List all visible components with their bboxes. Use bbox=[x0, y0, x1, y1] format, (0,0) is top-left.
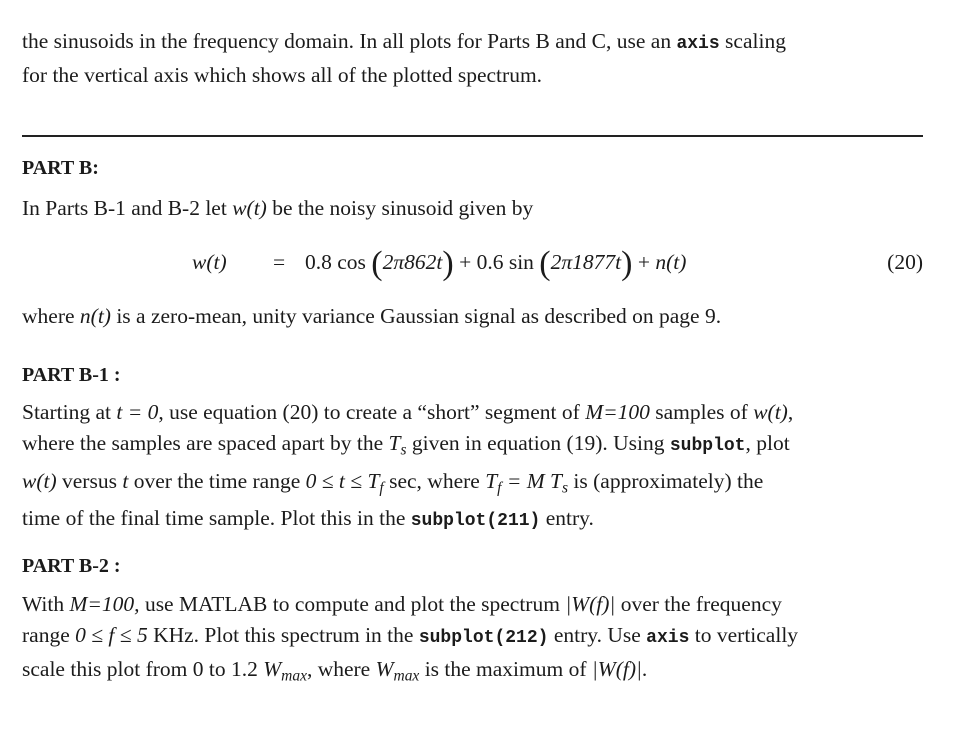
equation-arg-2: 2π1877t bbox=[550, 250, 622, 274]
b1-t-zero: t = 0 bbox=[116, 400, 159, 424]
b2-axis-command: axis bbox=[646, 628, 690, 648]
b1-text: time of the final time sample. Plot this in the bbox=[22, 506, 406, 531]
b2-text: to vertically bbox=[694, 623, 799, 647]
equation-equals: = bbox=[273, 250, 286, 274]
b1-text: , bbox=[787, 400, 794, 424]
b1-text: is (approximately) the bbox=[573, 468, 764, 493]
b1-ts-sub: s bbox=[400, 441, 407, 459]
b1-text: , plot bbox=[745, 431, 790, 455]
part-b2-line-2 bbox=[22, 620, 923, 654]
part-b-noise-description bbox=[22, 301, 721, 332]
b1-range-sub: f bbox=[379, 479, 384, 497]
intro-text-1-end: scaling bbox=[725, 29, 786, 53]
b1-w-of-t: w(t) bbox=[753, 400, 788, 424]
b1-text: samples of bbox=[655, 400, 748, 424]
b1-text: Starting at bbox=[22, 400, 111, 424]
b1-tf-eq: = M T bbox=[506, 468, 562, 493]
part-b2-line-3 bbox=[22, 654, 923, 692]
b2-text: , where bbox=[306, 657, 371, 681]
b1-w-of-t: w(t) bbox=[22, 468, 57, 493]
part-b1-line-1 bbox=[22, 397, 923, 428]
subplot-212-command: subplot(212) bbox=[418, 628, 549, 648]
part-b1-line-4 bbox=[22, 503, 923, 537]
equation-term-cos: 0.8 cos bbox=[305, 250, 366, 274]
b2-text: With bbox=[22, 592, 65, 616]
b2-text: KHz. Plot this spectrum in the bbox=[153, 623, 414, 647]
part-b-text-a: In Parts B-1 and B-2 let bbox=[22, 196, 227, 220]
b1-text: entry. bbox=[545, 506, 594, 531]
intro-line-2: for the vertical axis which shows all of the plotted spectrum. bbox=[22, 63, 543, 87]
after-text-b: is a zero-mean, unity variance Gaussian signal as described on page 9. bbox=[116, 304, 722, 328]
b1-text: over the time range bbox=[133, 468, 301, 493]
b2-range: 0 ≤ f ≤ 5 bbox=[75, 623, 148, 647]
equation-number: (20) bbox=[887, 250, 923, 274]
w-of-t: w(t) bbox=[232, 196, 267, 220]
horizontal-rule bbox=[22, 135, 923, 137]
equation-plus: + bbox=[637, 250, 650, 274]
subplot-211-command: subplot(211) bbox=[410, 511, 541, 532]
part-b2-paragraph bbox=[22, 589, 923, 692]
b2-m-value: M=100, bbox=[69, 592, 140, 616]
b2-text: entry. Use bbox=[553, 623, 641, 647]
b2-wmax-sub: max bbox=[393, 667, 420, 685]
part-b-intro bbox=[22, 193, 533, 224]
axis-command: axis bbox=[676, 34, 720, 54]
subplot-command: subplot bbox=[669, 436, 746, 456]
equation-noise: n(t) bbox=[655, 250, 687, 274]
b2-wmax: W bbox=[375, 657, 394, 681]
part-b1-heading: PART B-1 : bbox=[22, 364, 121, 386]
intro-line-1 bbox=[22, 26, 923, 60]
b2-text: over the frequency bbox=[620, 592, 782, 616]
after-text-a: where bbox=[22, 304, 75, 328]
equation-lhs: w(t) bbox=[192, 250, 227, 274]
part-b2-line-1 bbox=[22, 589, 923, 620]
part-b-heading: PART B: bbox=[22, 157, 99, 179]
b2-text: scale this plot from 0 to 1.2 bbox=[22, 657, 258, 681]
b2-w-of-f: |W(f)| bbox=[591, 657, 642, 681]
intro-text-1: the sinusoids in the frequency domain. In all plots for Parts B and C, use an bbox=[22, 29, 672, 53]
equation-arg-1: 2π862t bbox=[382, 250, 443, 274]
intro-paragraph bbox=[22, 26, 923, 91]
b1-text: , use equation (20) to create a “short” segment of bbox=[158, 400, 580, 424]
b1-text: versus bbox=[62, 468, 117, 493]
part-b1-line-3 bbox=[22, 466, 923, 504]
n-of-t: n(t) bbox=[79, 304, 111, 328]
b1-text: where the samples are spaced apart by the bbox=[22, 431, 384, 455]
part-b1-paragraph bbox=[22, 397, 923, 537]
b2-text: range bbox=[22, 623, 70, 647]
b1-m-value: M=100 bbox=[585, 400, 650, 424]
b2-text: is the maximum of bbox=[424, 657, 587, 681]
b1-text: sec, where bbox=[389, 468, 480, 493]
equation-20 bbox=[22, 238, 923, 288]
b1-range: 0 ≤ t ≤ T bbox=[305, 468, 380, 493]
part-b2-heading: PART B-2 : bbox=[22, 555, 121, 577]
b2-text: use MATLAB to compute and plot the spectrum bbox=[144, 592, 560, 616]
b2-wmax-sub: max bbox=[281, 667, 307, 685]
b2-w-of-f: |W(f)| bbox=[565, 592, 616, 616]
b1-text: given in equation (19). Using bbox=[411, 431, 665, 455]
equation-term-sin: + 0.6 sin bbox=[459, 250, 534, 274]
part-b1-line-2 bbox=[22, 428, 923, 466]
b1-tf-eq-sub: s bbox=[562, 479, 569, 497]
b1-ts: T bbox=[388, 431, 401, 455]
b2-text: . bbox=[641, 657, 648, 681]
equation-rhs: 0.8 cos (2π862t) + 0.6 sin (2π1877t) + n(t) bbox=[305, 245, 687, 282]
part-b-text-b: be the noisy sinusoid given by bbox=[272, 196, 534, 220]
b1-tf-sub: f bbox=[497, 479, 502, 497]
b1-t-var: t bbox=[122, 468, 129, 493]
b2-wmax: W bbox=[263, 657, 282, 681]
b1-tf: T bbox=[485, 468, 498, 493]
